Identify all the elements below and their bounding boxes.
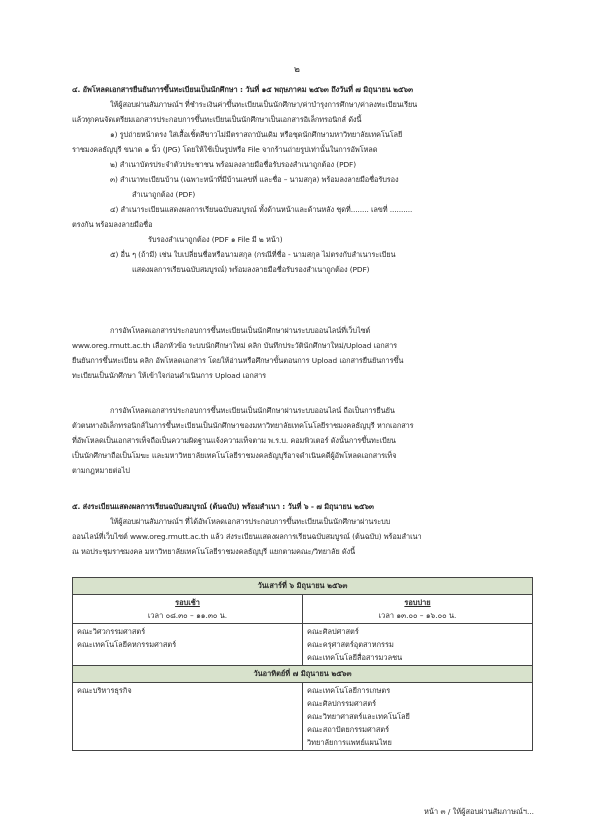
section-4-intro-2: แล้วทุกคนจัดเตรียมเอกสารประกอบการขึ้นทะเบียนเป็นนักศึกษาเป็นเอกสารอิเล็กทรอนิกส์ ดังนี้	[72, 115, 362, 124]
section-5-line-2: ออนไลน์ที่เว็บไซต์ www.oreg.rmutt.ac.th แล้ว ส่งระเบียนแสดงผลการเรียนฉบับสมบูรณ์ (ต้นฉบับ) พร้อมสำเนา	[72, 532, 422, 541]
upload-line-4: ทะเบียนเป็นนักศึกษา ให้เข้าใจก่อนดำเนินการ Upload เอกสาร	[72, 371, 267, 380]
section-4-heading: ๔. อัพโหลดเอกสารยืนยันการขึ้นทะเบียนเป็นนักศึกษา : วันที่ ๑๕ พฤษภาคม ๒๕๖๓ ถึงวันที่ ๗ มิถุนายน ๒๕๖๓	[72, 85, 413, 94]
faculty-item: คณะวิทยาศาสตร์และเทคโนโลยี	[307, 712, 410, 721]
faculty-item: วิทยาลัยการแพทย์แผนไทย	[307, 738, 392, 747]
section-5	[72, 499, 532, 559]
faculty-item: คณะเทคโนโลยีการเกษตร	[307, 686, 391, 695]
day-2-morning-faculties	[73, 683, 303, 751]
warning-line-4: เป็นนักศึกษาถือเป็นโมฆะ และมหาวิทยาลัยเทคโนโลยีราชมงคลธัญบุรีอาจดำเนินคดีผู้อัพโหลดเอกสารเท็จ	[72, 451, 397, 460]
faculty-item: คณะเทคโนโลยีสื่อสารมวลชน	[307, 653, 403, 662]
warning-line-2: ตัวตนทางอิเล็กทรอนิกส์ในการขึ้นทะเบียนเป็นนักศึกษาของมหาวิทยาลัยเทคโนโลยีราชมงคลธัญบุรี หากเอกสาร	[72, 421, 414, 430]
day-2-afternoon-faculties	[303, 683, 533, 751]
faculty-item: คณะศิลปศาสตร์	[307, 627, 359, 636]
afternoon-column-header	[303, 595, 533, 624]
item-5-line-2: แสดงผลการเรียนฉบับสมบูรณ์) พร้อมลงลายมือชื่อรับรองสำเนาถูกต้อง (PDF)	[132, 265, 370, 274]
legal-warning	[72, 403, 532, 478]
faculty-item: คณะบริหารธุรกิจ	[77, 686, 132, 695]
item-5-line-1: ๕) อื่น ๆ (ถ้ามี) เช่น ใบเปลี่ยนชื่อหรือนามสกุล (กรณีที่ชื่อ - นามสกุล ไม่ตรงกับสำเนาระเบียน	[110, 250, 396, 259]
warning-line-5: ตามกฎหมายต่อไป	[72, 466, 130, 475]
warning-line-3: ที่อัพโหลดเป็นเอกสารเท็จถือเป็นความผิดฐานแจ้งความเท็จตาม พ.ร.บ. คอมพิวเตอร์ ดังนั้นการขึ้นทะเบียน	[72, 436, 396, 445]
item-3-line-1: ๓) สำเนาทะเบียนบ้าน (เฉพาะหน้าที่มีบ้านเลขที่ และชื่อ – นามสกุล) พร้อมลงลายมือชื่อรับรอง	[110, 175, 399, 184]
upload-line-1: การอัพโหลดเอกสารประกอบการขึ้นทะเบียนเป็นนักศึกษาผ่านระบบออนไลน์ที่เว็บไซต์	[110, 326, 371, 335]
day-1-afternoon-faculties	[303, 624, 533, 666]
faculty-item: คณะสถาปัตยกรรมศาสตร์	[307, 725, 390, 734]
item-4-line-2: ตรงกัน พร้อมลงลายมือชื่อ	[72, 220, 153, 229]
afternoon-title: รอบบ่าย	[404, 598, 431, 607]
day-1-header: วันเสาร์ที่ ๖ มิถุนายน ๒๕๖๓	[73, 578, 533, 595]
upload-line-3: ยืนยันการขึ้นทะเบียน คลิก อัพโหลดเอกสาร โดยให้อ่านหรือศึกษาขั้นตอนการ Upload เอกสารยืนยันการขึ้น	[72, 356, 404, 365]
day-1-morning-faculties	[73, 624, 303, 666]
morning-title: รอบเช้า	[175, 598, 200, 607]
page-number: ๒	[294, 65, 300, 75]
morning-time: เวลา ๐๘.๓๐ – ๑๑.๓๐ น.	[147, 611, 228, 620]
upload-instructions	[72, 323, 532, 383]
upload-line-2: www.oreg.rmutt.ac.th เลือกหัวข้อ ระบบนักศึกษาใหม่ คลิก บันทึกประวัตินักศึกษาใหม่/Upload เอกสาร	[72, 341, 398, 350]
section-4	[72, 82, 532, 277]
item-2: ๒) สำเนาบัตรประจำตัวประชาชน พร้อมลงลายมือชื่อรับรองสำเนาถูกต้อง (PDF)	[110, 160, 356, 169]
warning-line-1: การอัพโหลดเอกสารประกอบการขึ้นทะเบียนเป็นนักศึกษาผ่านระบบออนไลน์ ถือเป็นการยืนยัน	[110, 406, 395, 415]
page-footer: หน้า ๓ / ให้ผู้สอบผ่านสัมภาษณ์ฯ...	[424, 807, 534, 816]
item-3-line-2: สำเนาถูกต้อง (PDF)	[132, 190, 196, 199]
section-5-line-1: ให้ผู้สอบผ่านสัมภาษณ์ฯ ที่ได้อัพโหลดเอกสารประกอบการขึ้นทะเบียนเป็นนักศึกษาผ่านระบบ	[110, 517, 391, 526]
morning-column-header	[73, 595, 303, 624]
section-4-intro-1: ให้ผู้สอบผ่านสัมภาษณ์ฯ ที่ชำระเงินค่าขึ้นทะเบียนเป็นนักศึกษา/ค่าบำรุงการศึกษา/ค่าลงทะเบียนเรียน	[110, 100, 418, 109]
item-1-line-1: ๑) รูปถ่ายหน้าตรง ใส่เสื้อเชิ้ตสีขาวไม่มีตราสถาบันเดิม หรือชุดนักศึกษามหาวิทยาลัยเทคโนโลยี	[110, 130, 403, 139]
item-4-line-3: รับรองสำเนาถูกต้อง (PDF ๑ File มี ๒ หน้า)	[148, 235, 283, 244]
faculty-item: คณะครุศาสตร์อุตสาหกรรม	[307, 640, 394, 649]
item-4-line-1: ๔) สำเนาระเบียนแสดงผลการเรียนฉบับสมบูรณ์ ทั้งด้านหน้าและด้านหลัง ชุดที่........ เลขที่ ..........	[110, 205, 413, 214]
section-5-heading: ๕. ส่งระเบียนแสดงผลการเรียนฉบับสมบูรณ์ (ต้นฉบับ) พร้อมสำเนา : วันที่ ๖ - ๗ มิถุนายน ๒๕๖๓	[72, 502, 374, 511]
faculty-item: คณะวิศวกรรมศาสตร์	[77, 627, 146, 636]
section-5-line-3: ณ หอประชุมราชมงคล มหาวิทยาลัยเทคโนโลยีราชมงคลธัญบุรี แยกตามคณะ/วิทยาลัย ดังนี้	[72, 547, 356, 556]
faculty-item: คณะศิลปกรรมศาสตร์	[307, 699, 377, 708]
item-1-line-2: ราชมงคลธัญบุรี ขนาด ๑ นิ้ว (JPG) โดยให้ใช้เป็นรูปหรือ File จากร้านถ่ายรูปเท่านั้นในการอัพโหลด	[72, 145, 378, 154]
submission-schedule-table	[72, 577, 533, 751]
afternoon-time: เวลา ๑๓.๐๐ – ๑๖.๐๐ น.	[378, 611, 457, 620]
day-2-header: วันอาทิตย์ที่ ๗ มิถุนายน ๒๕๖๓	[73, 666, 533, 683]
faculty-item: คณะเทคโนโลยีคหกรรมศาสตร์	[77, 640, 177, 649]
